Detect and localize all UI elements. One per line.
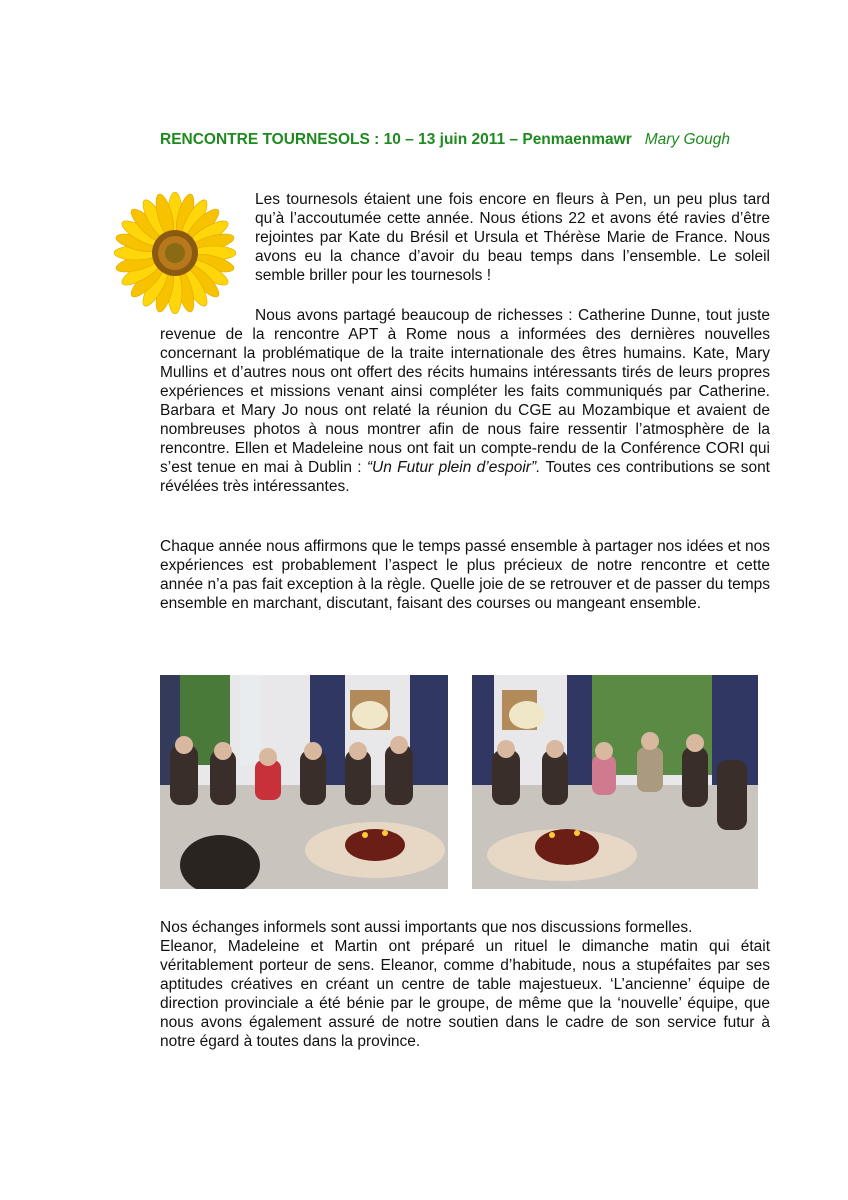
paragraph-time-together: Chaque année nous affirmons que le temps passé ensemble à partager nos idées et nos expériences est probablement l’aspect le plus précieux de notre rencontre et cette année n’a pas fait exception à la règle. Quelle joie de se retrouver et de passer du temps ensemble en marchant, discutant, faisant des courses ou mangeant ensemble. (160, 538, 770, 612)
author-name: Mary Gough (644, 131, 730, 148)
paragraph-sharing (160, 306, 770, 496)
paragraph-ritual (160, 918, 770, 1051)
article-title (160, 130, 760, 150)
paragraph-ritual-first-line: Nos échanges informels sont aussi importants que nos discussions formelles. (160, 919, 693, 936)
paragraph-sharing-end: Toutes ces contributions se sont révélées très intéressantes. (160, 459, 770, 495)
sunflower-image (114, 192, 236, 314)
group-meeting-photo-left (160, 675, 448, 889)
paragraph-sharing-text: Nous avons partagé beaucoup de richesses : Catherine Dunne, tout juste revenue de la rencontre APT à Rome nous a informées des dernières nouvelles concernant la problématique de la traite internationale des êtres humains. Kate, Mary Mullins et d’autres nous ont offert des récits humains intéressants tirés de leurs propres expériences et missions venant ainsi compléter les faits communiqués par Catherine. Barbara et Mary Jo nous ont relaté la réunion du CGE au Mozambique et avaient de nombreuses photos à nous montrer afin de nous faire ressentir l’atmosphère de la rencontre. Ellen et Madeleine nous ont fait un compte-rendu de la Conférence CORI qui s’est tenue en mai à Dublin : (160, 307, 770, 476)
title-text: RENCONTRE TOURNESOLS : 10 – 13 juin 2011 – Penmaenmawr (160, 131, 632, 148)
sunflower-icon (114, 192, 236, 314)
paragraph-intro: Les tournesols étaient une fois encore en fleurs à Pen, un peu plus tard qu’à l’accoutumée cette année. Nous étions 22 et avons été ravies d’être rejointes par Kate du Brésil et Ursula et Thérèse Marie de France. Nous avons eu la chance d’avoir du beau temps dans l’ensemble. Le soleil semble briller pour les tournesols ! (255, 191, 770, 284)
paragraph-ritual-text: Eleanor, Madeleine et Martin ont préparé un rituel le dimanche matin qui était véritablement porteur de sens. Eleanor, comme d’habitude, nous a stupéfaites par ses aptitudes créatives en créant un centre de table majestueux. ‘L’ancienne’ équipe de direction provinciale a été bénie par le groupe, de même que la ‘nouvelle’ équipe, que nous avons également assuré de notre soutien dans le cadre de son service futur à notre égard à toutes dans la province. (160, 938, 770, 1050)
conference-quote: “Un Futur plein d’espoir”. (366, 459, 541, 476)
group-meeting-photo-right (472, 675, 758, 889)
